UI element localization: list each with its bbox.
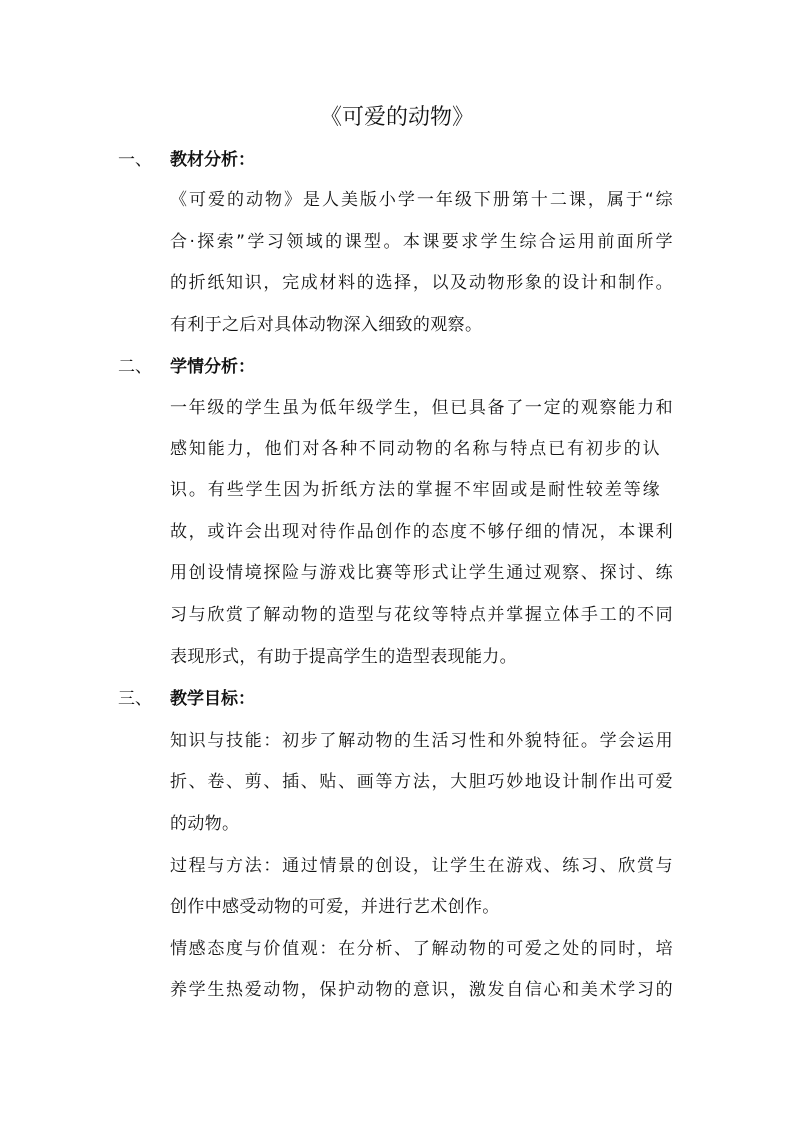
section-heading-text: 学情分析： [170,357,255,377]
paragraph-line: 知识与技能：初步了解动物的生活习性和外貌特征。学会运用 [170,731,673,751]
paragraph-line: 表现形式，有助于提高学生的造型表现能力。 [170,647,517,667]
section-number: 一、 [118,150,152,170]
paragraph-line: 创作中感受动物的可爱，并进行艺术创作。 [170,897,500,917]
section-heading-student-analysis [118,352,255,382]
paragraph-line: 有利于之后对具体动物深入细致的观察。 [170,315,483,335]
paragraph-line: 用创设情境探险与游戏比赛等形式让学生通过观察、探讨、练 [170,563,673,583]
paragraph-line: 感知能力，他们对各种不同动物的名称与特点已有初步的认 [170,439,660,459]
paragraph-line: 故，或许会出现对待作品创作的态度不够仔细的情况，本课利 [170,522,673,542]
section-heading-text: 教材分析： [170,150,255,170]
paragraph-line: 合·探索”学习领域的课型。本课要求学生综合运用前面所学 [170,232,673,252]
paragraph-line: 习与欣赏了解动物的造型与花纹等特点并掌握立体手工的不同 [170,605,673,625]
paragraph-line: 的折纸知识，完成材料的选择，以及动物形象的设计和制作。 [170,273,673,293]
paragraph-line: 过程与方法：通过情景的创设，让学生在游戏、练习、欣赏与 [170,856,673,876]
document-title: 《可爱的动物》 [319,105,474,130]
section-number: 三、 [118,689,152,709]
paragraph-line: 折、卷、剪、插、贴、画等方法，大胆巧妙地设计制作出可爱 [170,772,673,792]
paragraph-line: 的动物。 [170,814,240,834]
paragraph-line: 《可爱的动物》是人美版小学一年级下册第十二课，属于“综 [170,190,673,210]
section-heading-teaching-goals [118,684,255,714]
paragraph-line: 一年级的学生虽为低年级学生，但已具备了一定的观察能力和 [170,398,673,418]
paragraph-line: 识。有些学生因为折纸方法的掌握不牢固或是耐性较差等缘 [170,480,660,500]
paragraph-line: 情感态度与价值观：在分析、了解动物的可爱之处的同时，培 [170,939,673,959]
paragraph-line: 养学生热爱动物，保护动物的意识，激发自信心和美术学习的 [170,980,673,1000]
section-heading-teaching-material [118,145,255,175]
section-heading-text: 教学目标： [170,689,255,709]
section-number: 二、 [118,357,152,377]
